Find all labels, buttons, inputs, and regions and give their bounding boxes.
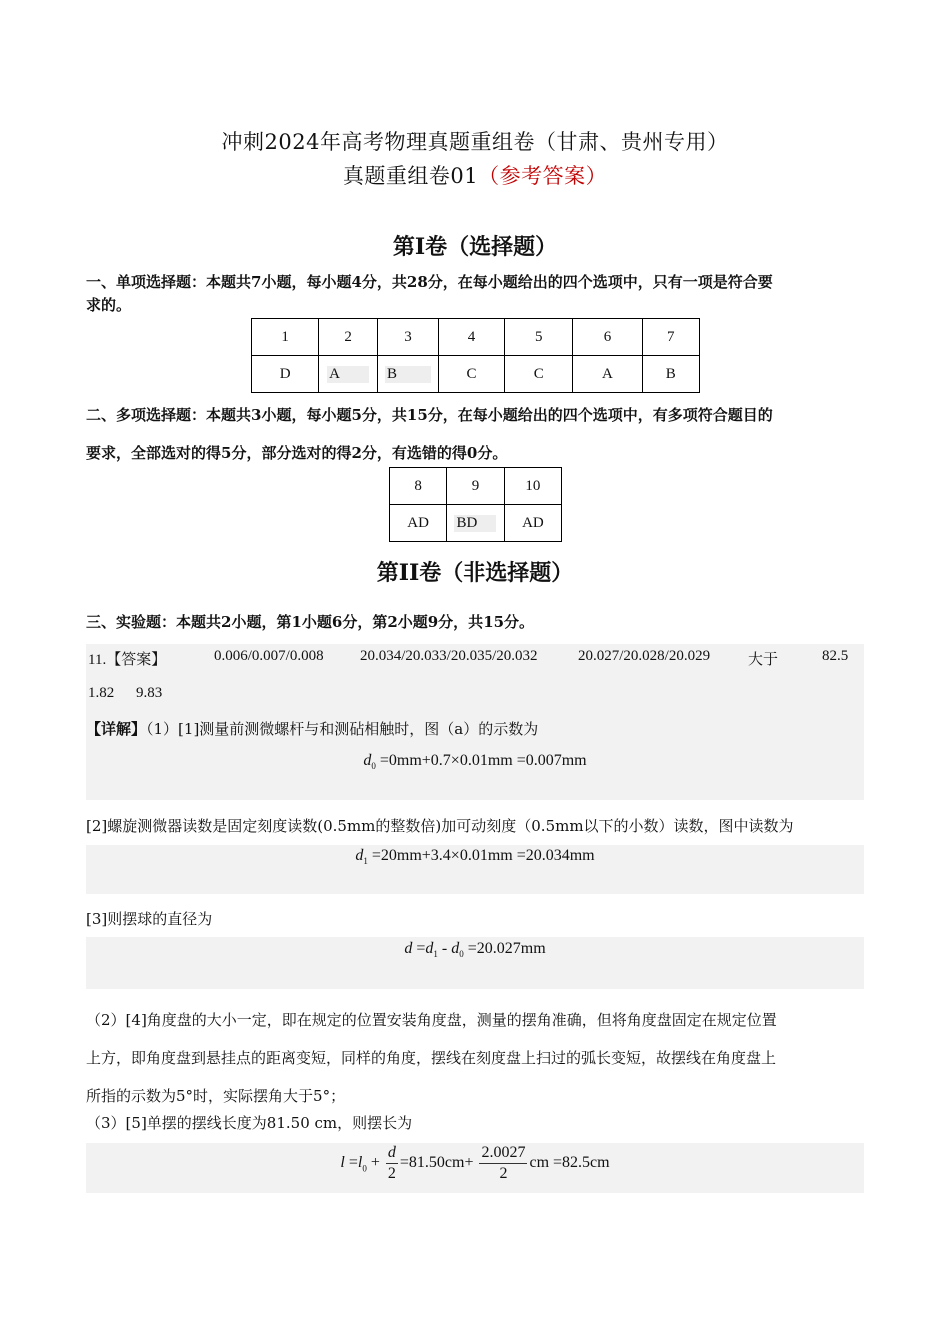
formula-middle: =81.50cm+: [399, 1154, 474, 1172]
detail-text-2: [2]螺旋测微器读数是固定刻度读数(0.5mm的整数倍)加可动刻度（0.5mm以下的小数）读数，图中读数为: [86, 817, 794, 835]
section2-instructions: [86, 396, 866, 472]
table-row: [252, 319, 700, 356]
q11-answer-3: 20.027/20.028/20.029: [578, 648, 711, 664]
section3-instructions: 三、实验题：本题共2小题，第1小题6分，第2小题9分，共15分。: [86, 613, 535, 631]
answer-cell: B: [642, 356, 699, 393]
question-number: 6: [573, 319, 642, 356]
fraction-numerator: 2.0027: [479, 1143, 527, 1164]
question-number: 5: [505, 319, 573, 356]
answer-text: A: [327, 366, 369, 383]
document-title: 冲刺2024年高考物理真题重组卷（甘肃、贵州专用）: [221, 130, 729, 154]
formula-var: d: [404, 940, 413, 957]
document-subtitle: [0, 160, 950, 190]
q11-answer-2: 20.034/20.033/20.035/20.032: [360, 648, 538, 664]
section1-line2: 求的。: [86, 296, 132, 314]
formula-var: l: [357, 1154, 363, 1172]
formula-d0: [0, 752, 950, 771]
answer-cell: AD: [390, 505, 447, 542]
formula-sub: 0: [371, 761, 376, 772]
q11-answer-5: 82.5: [822, 648, 849, 664]
answer-cell: [319, 356, 378, 393]
q11-answer-1: 0.006/0.007/0.008: [214, 648, 324, 664]
section1-line1: 一、单项选择题：本题共7小题，每小题4分，共28分，在每小题给出的四个选项中，只有一项是符合要: [86, 273, 773, 291]
table-row: [390, 505, 562, 542]
table-row: [390, 468, 562, 505]
formula-var: d: [355, 847, 364, 864]
formula-var: d: [425, 940, 434, 957]
formula-length: $l =l_0$ + $\frac{d}{2}$ =81.50cm+ $\frac{2.0027}{2}$ cm =82.5cm: [340, 1144, 610, 1182]
detail-text-5: （3）[5]单摆的摆线长度为81.50 cm，则摆长为: [86, 1114, 413, 1132]
answer-cell: C: [505, 356, 573, 393]
detail-text-3: [3]则摆球的直径为: [86, 910, 213, 928]
part1-heading: 第I卷（选择题）: [392, 234, 558, 260]
detail-4-line2: 上方，即角度盘到悬挂点的距离变短，同样的角度，摆线在刻度盘上扫过的弧长变短，故摆线在角度盘上: [86, 1049, 777, 1067]
formula-body: =20mm+3.4×0.01mm =20.034mm: [371, 847, 595, 864]
formula-var: l: [340, 1154, 345, 1172]
question-number: 7: [642, 319, 699, 356]
q11-answer-6: 1.82: [88, 685, 115, 701]
part2-heading: 第II卷（非选择题）: [376, 560, 574, 586]
q11-answer-line1: [0, 648, 950, 672]
multi-choice-answer-table: [389, 467, 562, 542]
subtitle-answer-key: （参考答案）: [478, 164, 608, 188]
detail-text-1: （1）[1]测量前测微螺杆与和测砧相触时，图（a）的示数为: [146, 720, 539, 738]
q11-answer-line2: [0, 685, 950, 709]
fraction-denominator: 2: [499, 1165, 508, 1182]
section1-instructions: [86, 271, 866, 317]
fraction-numerator: d: [386, 1143, 398, 1164]
answer-cell: [378, 356, 439, 393]
formula-tail: cm =82.5cm: [529, 1154, 610, 1172]
question-number: 10: [504, 468, 561, 505]
section2-line2: 要求，全部选对的得5分，部分选对的得2分，有选错的得0分。: [86, 444, 508, 462]
section2-line1: 二、多项选择题：本题共3小题，每小题5分，共15分，在每小题给出的四个选项中，有多项符合题目的: [86, 406, 773, 424]
question-number: 3: [378, 319, 439, 356]
q11-answer-4: 大于: [748, 652, 779, 668]
question-number: 1: [252, 319, 319, 356]
answer-text: BD: [454, 515, 496, 532]
detail-text-4: [86, 1001, 866, 1115]
detail-label: 【详解】: [86, 720, 147, 738]
formula-body: =0mm+0.7×0.01mm =0.007mm: [379, 752, 587, 769]
formula-diameter: $d =d_1 - d_0 =20.027mm$: [404, 940, 546, 960]
formula-sub: 0: [459, 949, 464, 960]
fraction-diameter: [479, 1143, 527, 1184]
answer-cell: AD: [504, 505, 561, 542]
detail-part1: [86, 718, 866, 741]
formula-var: d: [451, 940, 460, 957]
subtitle-main: 真题重组卷01: [342, 164, 479, 188]
formula-sub: 1: [363, 856, 368, 867]
question-number: 9: [447, 468, 505, 505]
detail-4-line3: 所指的示数为5°时，实际摆角大于5°；: [86, 1087, 346, 1105]
answer-text: B: [385, 366, 431, 383]
question-number: 8: [390, 468, 447, 505]
answer-cell: A: [573, 356, 642, 393]
fraction-denominator: 2: [387, 1165, 396, 1182]
formula-sub: 0: [362, 1163, 367, 1174]
fraction-d-over-2: [386, 1143, 398, 1184]
formula-d1: [0, 847, 950, 866]
question-number: 2: [319, 319, 378, 356]
answer-cell: [447, 505, 505, 542]
question-number: 4: [438, 319, 504, 356]
formula-sub: 1: [433, 949, 438, 960]
formula-body: =20.027mm: [467, 940, 546, 957]
detail-4-line1: （2）[4]角度盘的大小一定，即在规定的位置安装角度盘，测量的摆角准确，但将角度盘固定在规定位置: [86, 1011, 777, 1029]
answer-cell: D: [252, 356, 319, 393]
formula-var: d: [363, 752, 372, 769]
answer-cell: C: [438, 356, 504, 393]
q11-answer-7: 9.83: [136, 685, 163, 701]
table-row: [252, 356, 700, 393]
single-choice-answer-table: [251, 318, 700, 393]
q11-label: 11.【答案】: [88, 652, 167, 668]
